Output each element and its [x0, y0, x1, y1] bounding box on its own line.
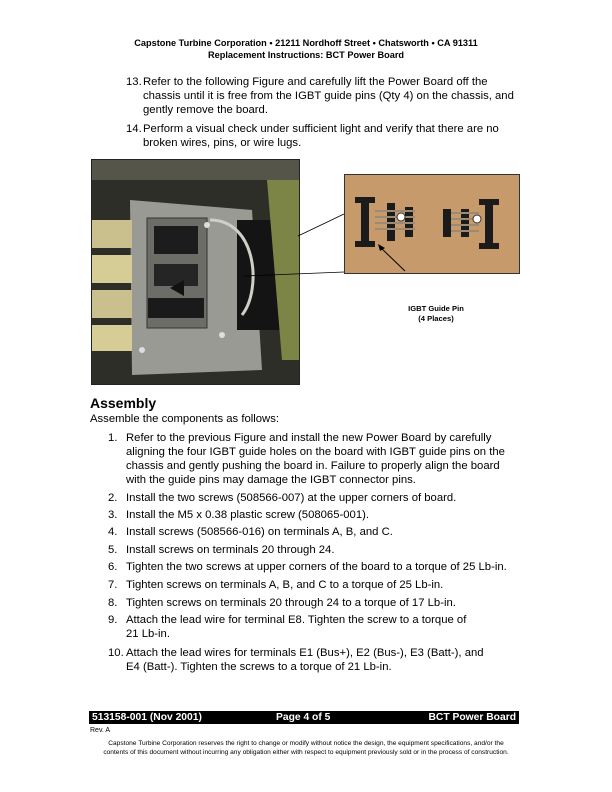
assembly-step-9 [108, 613, 528, 641]
step-number: 13. [126, 76, 142, 88]
assembly-step-4 [108, 525, 528, 539]
step-number: 9. [108, 614, 118, 626]
igbt-guide-pin-closeup [344, 174, 520, 274]
step-text: Install screws on terminals 20 through 24. [126, 544, 335, 556]
step-text: Install the M5 x 0.38 plastic screw (508065-001). [126, 509, 370, 521]
assembly-step-8 [108, 596, 528, 610]
footer-title: BCT Power Board [428, 712, 516, 723]
step-text: Tighten the two screws at upper corners of the board to a torque of 25 Lb-in. [126, 561, 507, 573]
assembly-step-5 [108, 543, 528, 557]
footer-bar [89, 711, 519, 724]
step-text: Tighten screws on terminals 20 through 24 to a torque of 17 Lb-in. [126, 597, 456, 609]
assembly-step-6 [108, 560, 528, 574]
step-text: Perform a visual check under sufficient light and verify that there are no broken wires, pins, or wire lugs. [143, 123, 499, 149]
step-number: 10. [108, 647, 124, 659]
step-number: 4. [108, 526, 118, 538]
assembly-step-1 [108, 431, 528, 487]
assembly-step-10 [108, 646, 528, 674]
header-document-title: Replacement Instructions: BCT Power Board [207, 50, 405, 60]
step-text: Attach the lead wire for terminal E8. Tighten the screw to a torque of 21 Lb-in. [126, 614, 467, 640]
step-number: 6. [108, 561, 118, 573]
header-company-line: Capstone Turbine Corporation • 21211 Nordhoff Street • Chatsworth • CA 91311 [134, 38, 478, 48]
footer-revision: Rev. A [90, 727, 111, 734]
step-number: 14. [126, 123, 142, 135]
step-number: 1. [108, 432, 118, 444]
footer-doc-number: 513158-001 (Nov 2001) [92, 712, 202, 723]
step-text: Tighten screws on terminals A, B, and C to a torque of 25 Lb-in. [126, 579, 444, 591]
step-text: Install the two screws (508566-007) at the upper corners of board. [126, 492, 457, 504]
step-number: 3. [108, 509, 118, 521]
step-number: 5. [108, 544, 118, 556]
step-text: Install screws (508566-016) on terminals A, B, and C. [126, 526, 393, 538]
figure-caption: IGBT Guide Pin (4 Places) [408, 304, 464, 323]
assembly-step-7 [108, 578, 528, 592]
step-number: 2. [108, 492, 118, 504]
step-text: Refer to the following Figure and carefully lift the Power Board off the chassis until it is free from the IGBT guide pins (Qty 4) on the chassis, and gently remove the board. [143, 76, 514, 116]
step-text: Refer to the previous Figure and install the new Power Board by carefully aligning the four IGBT guide holes on the board with IGBT guide pins on the chassis and gently pushing the board in. Failure to properly align the board with the guide pins may damage the IGBT connector pins. [126, 432, 505, 486]
step-text: Attach the lead wires for terminals E1 (Bus+), E2 (Bus-), E3 (Batt-), and E4 (Batt-). Tighten the screws to a torque of 21 Lb-in. [126, 647, 484, 673]
step-number: 8. [108, 597, 118, 609]
step-number: 7. [108, 579, 118, 591]
assembly-heading: Assembly [90, 395, 157, 411]
footer-page-number: Page 4 of 5 [276, 712, 331, 723]
assembly-intro: Assemble the components as follows: [90, 413, 280, 425]
footer-disclaimer: Capstone Turbine Corporation reserves the right to change or modify without notice the design, the equipment specifications, and/or the contents of this document without incurring any obligation either with respect to equipment previously sold or in the process of construction. [103, 740, 509, 756]
assembly-step-3 [108, 508, 528, 522]
assembly-step-2 [108, 491, 528, 505]
